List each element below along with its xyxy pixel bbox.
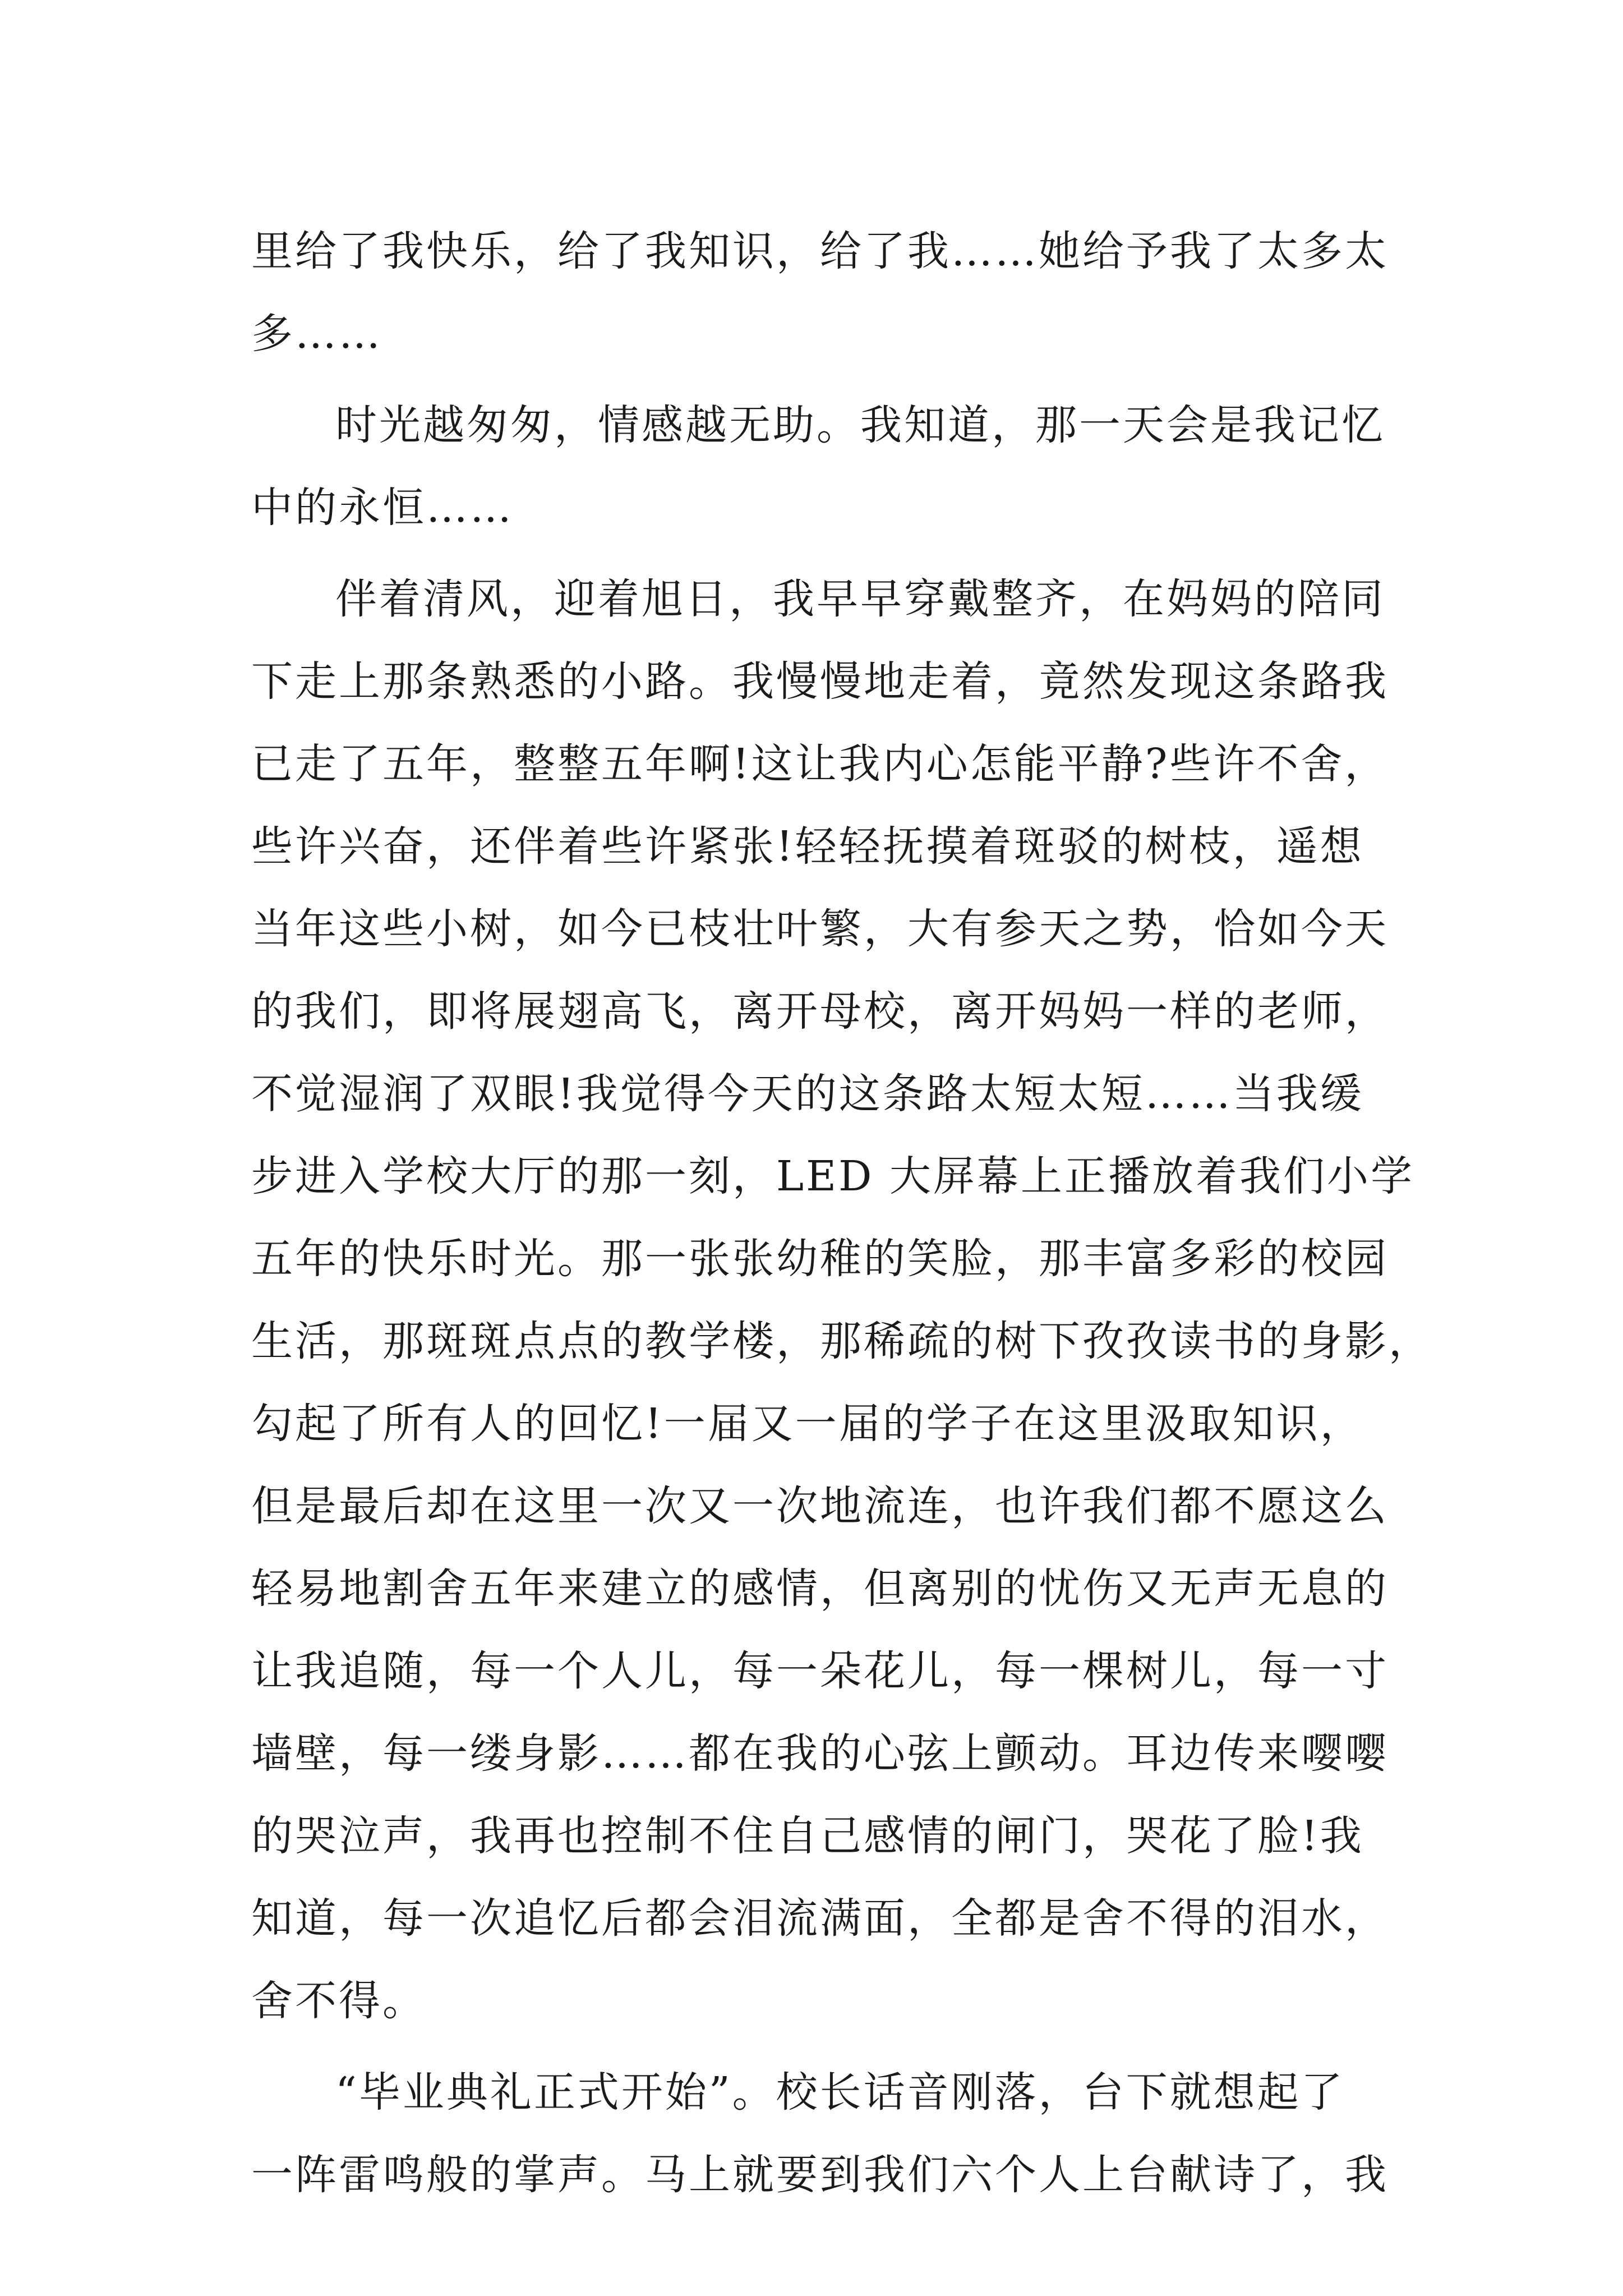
paragraph: [251, 558, 1432, 2042]
paragraph: [251, 2051, 1389, 2216]
text-line: 中的永恒……: [251, 484, 514, 532]
text-line: 一阵雷鸣般的掌声。马上就要到我们六个人上台献诗了，我: [251, 2151, 1389, 2199]
text-line: 知道，每一次追忆后都会泪流满面，全都是舍不得的泪水，: [251, 1894, 1389, 1943]
text-line: 墙壁，每一缕身影……都在我的心弦上颤动。耳边传来嘤嘤: [251, 1729, 1389, 1778]
text-line: 但是最后却在这里一次又一次地流连，也许我们都不愿这么: [251, 1482, 1389, 1530]
text-line: 时光越匆匆，情感越无助。我知道，那一天会是我记忆: [335, 401, 1385, 449]
text-line: 的哭泣声，我再也控制不住自己感情的闸门，哭花了脸!我: [251, 1812, 1364, 1860]
paragraph: [251, 384, 1385, 549]
text-line: 多……: [251, 310, 382, 358]
text-line: 里给了我快乐，给了我知识，给了我……她给予我了太多太: [251, 227, 1389, 275]
text-line: 些许兴奋，还伴着些许紧张!轻轻抚摸着斑驳的树枝，遥想: [251, 822, 1364, 871]
text-line: 不觉湿润了双眼!我觉得今天的这条路太短太短……当我缓: [251, 1070, 1364, 1118]
text-line: 勾起了所有人的回忆!一届又一届的学子在这里汲取知识，: [251, 1400, 1364, 1448]
text-line: 已走了五年，整整五年啊!这让我内心怎能平静?些许不舍，: [251, 740, 1389, 788]
text-line: 当年这些小树，如今已枝壮叶繁，大有参天之势，恰如今天: [251, 905, 1389, 953]
text-line: 下走上那条熟悉的小路。我慢慢地走着，竟然发现这条路我: [251, 657, 1389, 706]
body-text: [251, 210, 1432, 2216]
text-line: 五年的快乐时光。那一张张幼稚的笑脸，那丰富多彩的校园: [251, 1235, 1389, 1283]
text-line: 伴着清风，迎着旭日，我早早穿戴整齐，在妈妈的陪同: [335, 575, 1385, 623]
text-line: 步进入学校大厅的那一刻，LED 大屏幕上正播放着我们小学: [251, 1152, 1415, 1200]
text-line: 舍不得。: [251, 1977, 426, 2025]
paragraph: [251, 210, 1389, 375]
text-line: 轻易地割舍五年来建立的感情，但离别的忧伤又无声无息的: [251, 1565, 1389, 1613]
text-line: 的我们，即将展翅高飞，离开母校，离开妈妈一样的老师，: [251, 987, 1389, 1036]
text-line: 生活，那斑斑点点的教学楼，那稀疏的树下孜孜读书的身影，: [251, 1317, 1432, 1365]
text-line: 让我追随，每一个人儿，每一朵花儿，每一棵树儿，每一寸: [251, 1647, 1389, 1695]
text-line: “毕业典礼正式开始”。校长话音刚落，台下就想起了: [335, 2068, 1345, 2116]
